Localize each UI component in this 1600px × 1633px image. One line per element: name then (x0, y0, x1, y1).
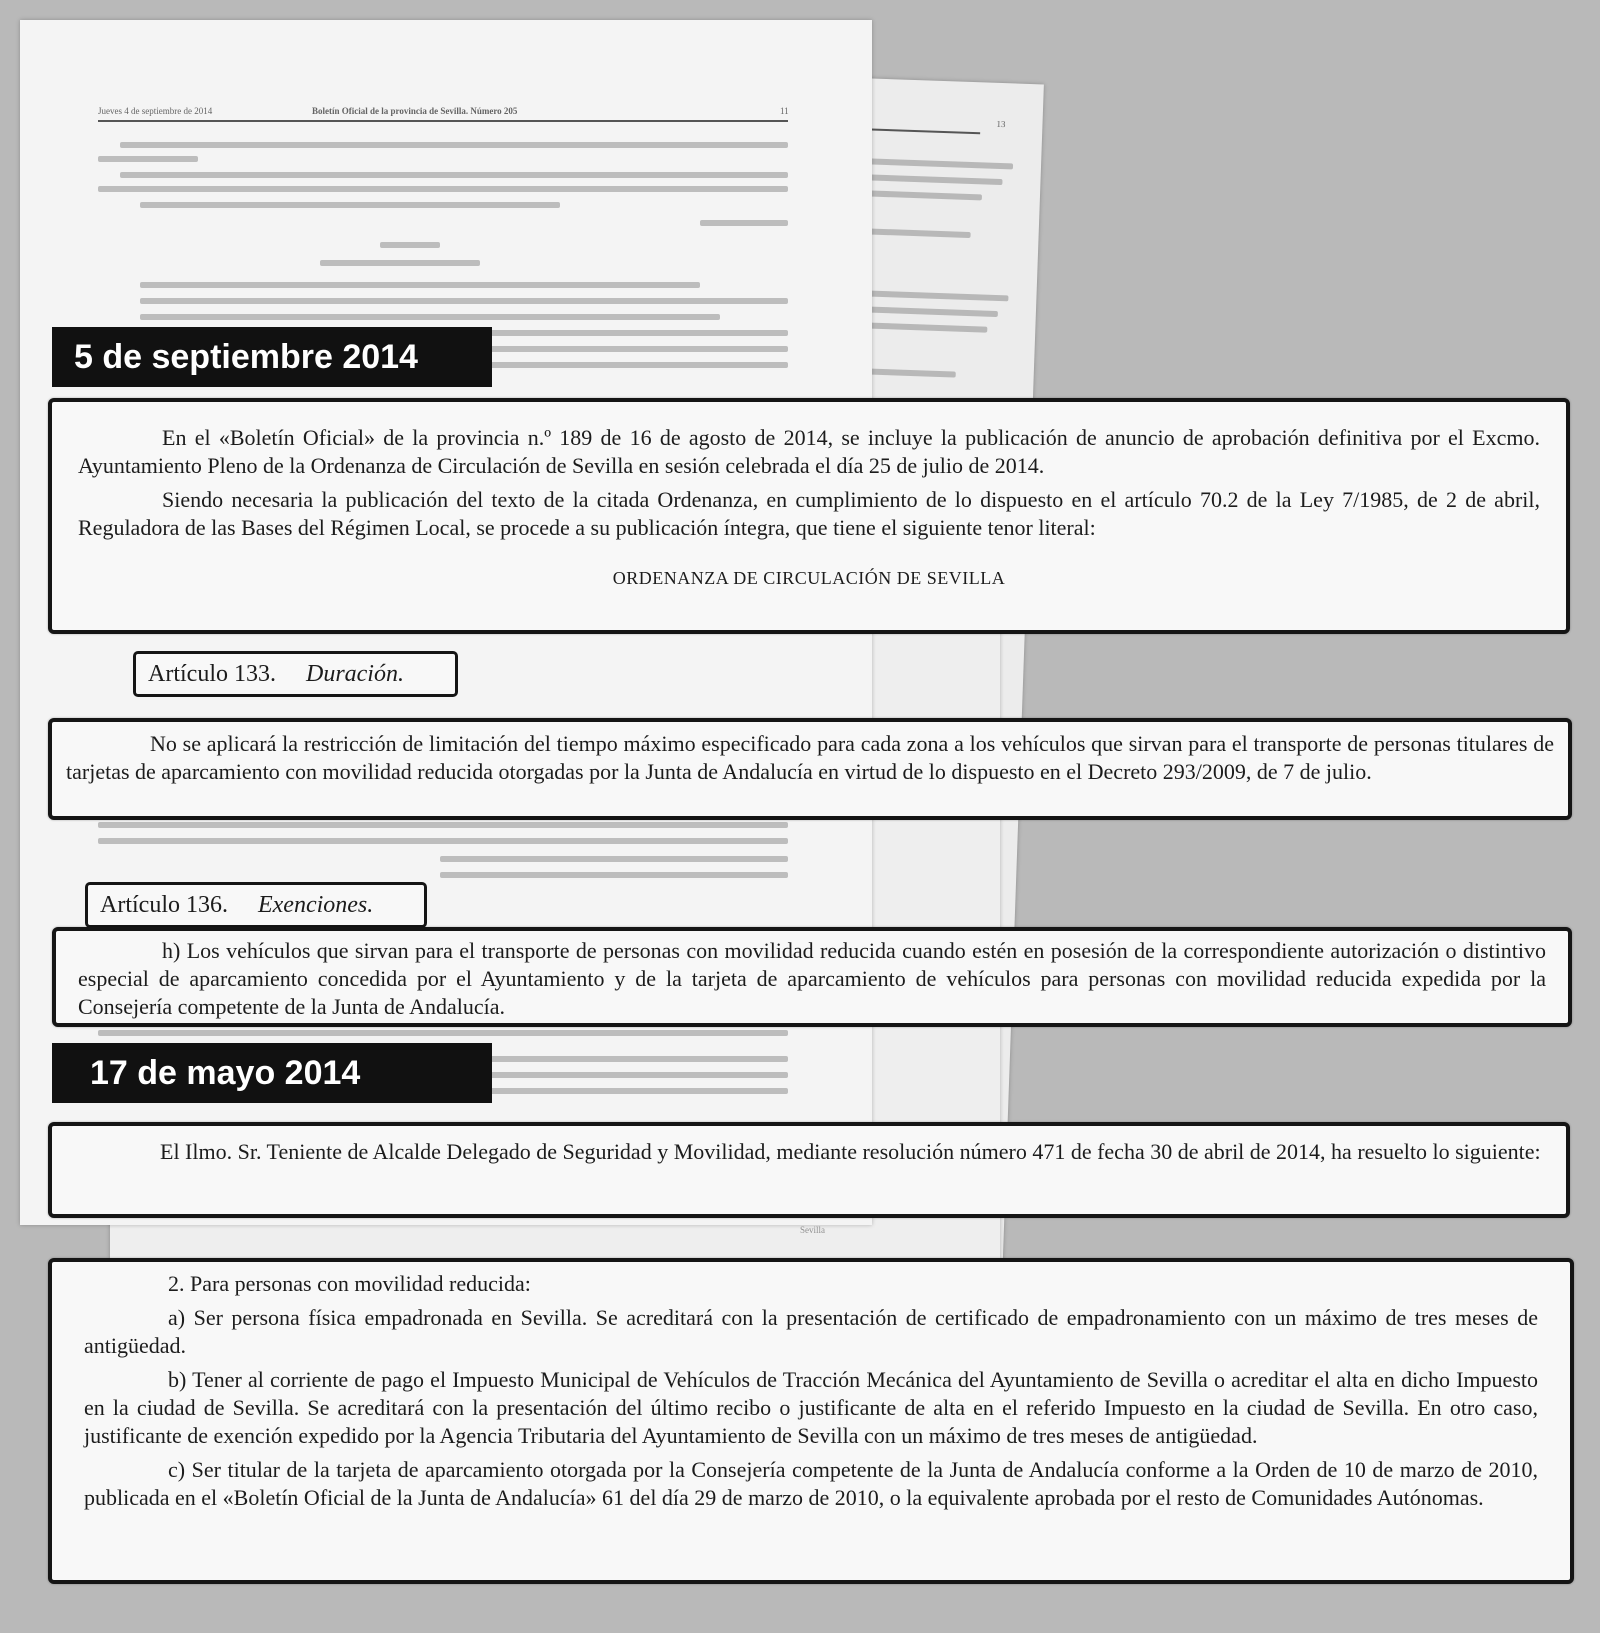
text-line (857, 322, 987, 333)
text-line (98, 156, 198, 162)
text-line (858, 306, 998, 317)
excerpt-article-136-h (52, 927, 1572, 1027)
article-number: Artículo 133. (148, 661, 276, 687)
paragraph: Siendo necesaria la publicación del texto de la citada Ordenanza, en cumplimiento de lo dispuesto en el artículo 70.2 de la Ley 7/1985, de 2 de abril, Reguladora de las Bases del Régimen Local, se procede a su publicación íntegra, que tiene el siguiente tenor literal: (78, 487, 1540, 540)
page-header-rule (98, 120, 788, 122)
paragraph: h) Los vehículos que sirvan para el transporte de personas con movilidad reducida cuando estén en posesión de la correspondiente autorización o distintivo especial de aparcamiento concedida por el Ayuntamiento y de la tarjeta de aparcamiento de vehículos para personas con movilidad reducida expedida por la Consejería competente de la Junta de Andalucía. (78, 938, 1546, 1019)
article-133-heading (133, 651, 458, 697)
page-header-rule (860, 128, 980, 134)
page-header-title: Boletín Oficial de la provincia de Sevilla. Número 205 (312, 106, 518, 116)
excerpt-resolution (48, 1122, 1570, 1218)
text-line (380, 242, 440, 248)
text-line (490, 1056, 788, 1062)
text-line (140, 314, 720, 320)
text-line (120, 142, 788, 148)
paragraph: No se aplicará la restricción de limitación del tiempo máximo especificado para cada zona a los vehículos que sirvan para el transporte de personas titulares de tarjetas de aparcamiento con movilidad reducida otorgadas por la Junta de Andalucía en virtud de lo dispuesto en el Decreto 293/2009, de 7 de julio. (66, 731, 1554, 784)
text-line (490, 362, 788, 368)
text-line (858, 290, 1008, 301)
text-line (440, 872, 788, 878)
paragraph: El Ilmo. Sr. Teniente de Alcalde Delegado de Seguridad y Movilidad, mediante resolución número 471 de fecha 30 de abril de 2014, ha resuelto lo siguiente: (160, 1139, 1541, 1164)
text-line (490, 346, 788, 352)
page-header-date: Jueves 4 de septiembre de 2014 (98, 106, 213, 116)
text-line (320, 260, 480, 266)
date-label-september: 5 de septiembre 2014 (52, 327, 492, 387)
page-number: 13 (996, 118, 1006, 130)
text-line (440, 856, 788, 862)
ordinance-heading: ORDENANZA DE CIRCULACIÓN DE SEVILLA (612, 568, 1006, 588)
list-item-a: a) Ser persona física empadronada en Sevilla. Se acreditará con la presentación de certificado de empadronamiento con un máximo de tres meses de antigüedad. (84, 1305, 1538, 1358)
text-line (490, 330, 788, 336)
article-number: Artículo 136. (100, 892, 228, 918)
text-line (140, 282, 700, 288)
page-header-number: 11 (780, 106, 789, 116)
text-line (490, 1072, 788, 1078)
date-label-may: 17 de mayo 2014 (52, 1043, 492, 1103)
text-line (120, 172, 788, 178)
list-item-b: b) Tener al corriente de pago el Impuesto Municipal de Vehículos de Tracción Mecánica del Ayuntamiento de Sevilla o acreditar el alta en dicho Impuesto en la ciudad de Sevilla. Se acreditará con la presentación del último recibo o justificante de alta en el referido Impuesto en la ciudad de Sevilla. En otro caso, justificante de exención expedido por la Agencia Tributaria del Ayuntamiento de Sevilla con un máximo de tres meses de antigüedad. (84, 1367, 1538, 1448)
text-line (863, 158, 1013, 169)
text-line (490, 1088, 788, 1094)
list-heading: 2. Para personas con movilidad reducida: (168, 1271, 531, 1296)
text-line (98, 822, 788, 828)
list-item-c: c) Ser titular de la tarjeta de aparcamiento otorgada por la Consejería competente de la Junta de Andalucía conforme a la Orden de 10 de marzo de 2010, publicada en el «Boletín Oficial de la Junta de Andalucía» 61 del día 29 de marzo de 2010, o la equivalente aprobada por el resto de Comunidades Autónomas. (84, 1457, 1538, 1510)
excerpt-ordinance-publication (48, 398, 1570, 634)
text-line (98, 838, 788, 844)
text-line (140, 298, 788, 304)
paragraph: En el «Boletín Oficial» de la provincia n.º 189 de 16 de agosto de 2014, se incluye la publicación de anuncio de aprobación definitiva por el Excmo. Ayuntamiento Pleno de la Ordenanza de Circulación de Sevilla en sesión celebrada el día 25 de julio de 2014. (78, 425, 1540, 478)
text-line (862, 190, 982, 200)
text-line (862, 174, 1002, 185)
page-footer: Sevilla (800, 1225, 825, 1235)
text-line (98, 1030, 788, 1036)
excerpt-requirements (48, 1258, 1574, 1584)
article-title: Duración. (305, 661, 404, 687)
excerpt-article-133 (48, 718, 1572, 820)
text-line (700, 220, 788, 226)
text-line (140, 202, 560, 208)
article-136-heading (85, 882, 427, 928)
text-line (98, 186, 788, 192)
article-title: Exenciones. (257, 892, 374, 918)
text-line (861, 228, 971, 238)
